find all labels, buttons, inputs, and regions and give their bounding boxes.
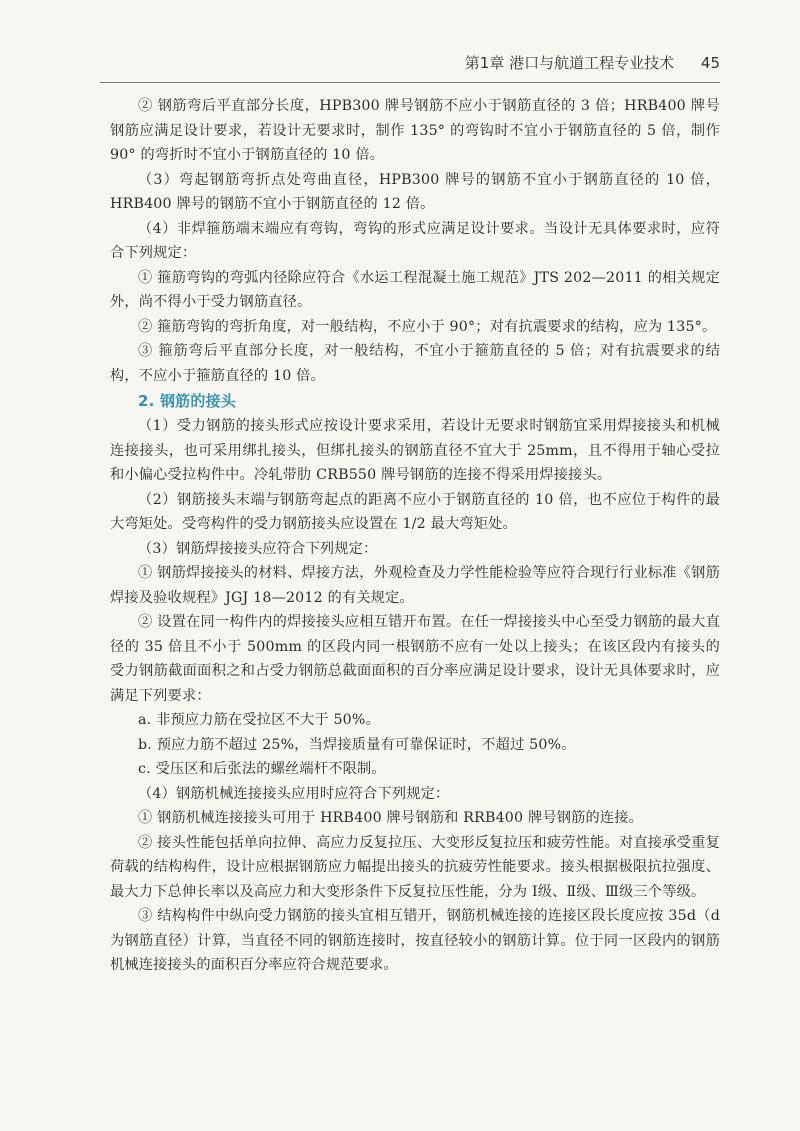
paragraph: （4）非焊箍筋端末端应有弯钩，弯钩的形式应满足设计要求。当设计无具体要求时，应符合下列规定： <box>110 220 720 261</box>
paragraph: （3）钢筋焊接接头应符合下列规定： <box>138 540 378 557</box>
paragraph: （2）钢筋接头末端与钢筋弯起点的距离不应小于钢筋直径的 10 倍，也不应位于构件的最大弯矩处。受弯构件的受力钢筋接头应设置在 1/2 最大弯矩处。 <box>110 491 720 532</box>
paragraph: （4）钢筋机械连接接头应用时应符合下列规定： <box>138 785 450 802</box>
paragraph: ③ 箍筋弯后平直部分长度，对一般结构，不宜小于箍筋直径的 5 倍；对有抗震要求的结构，不应小于箍筋直径的 10 倍。 <box>110 343 720 384</box>
paragraph: ① 钢筋机械连接接头可用于 HRB400 牌号钢筋和 RRB400 牌号钢筋的连接。 <box>138 810 644 826</box>
paragraph: ② 接头性能包括单向拉伸、高应力反复拉压、大变形反复拉压和疲劳性能。对直接承受重复荷载的结构构件，设计应根据钢筋应力幅提出接头的抗疲劳性能要求。接头根据极限抗拉强度、最大力下总伸长率以及高应力和大变形条件下反复拉压性能，分为 Ⅰ级、Ⅱ级、Ⅲ级三个等级。 <box>110 834 720 900</box>
paragraph: ② 设置在同一构件内的焊接接头应相互错开布置。在任一焊接接头中心至受力钢筋的最大直径的 35 倍且不小于 500mm 的区段内同一根钢筋不应有一处以上接头；在该区段内有接头的受力钢筋截面面积之和占受力钢筋总截面面积的百分率应满足设计要求，设计无具体要求时，应满足下列要求： <box>110 614 720 704</box>
paragraph: ① 箍筋弯钩的弯弧内径除应符合《水运工程混凝土施工规范》JTS 202—2011 的相关规定外，尚不得小于受力钢筋直径。 <box>110 269 720 310</box>
paragraph: ① 钢筋焊接接头的材料、焊接方法，外观检查及力学性能检验等应符合现行行业标准《钢筋焊接及验收规程》JGJ 18—2012 的有关规定。 <box>110 565 720 606</box>
paragraph: （1）受力钢筋的接头形式应按设计要求采用，若设计无要求时钢筋宜采用焊接接头和机械连接接头，也可采用绑扎接头，但绑扎接头的钢筋直径不宜大于 25mm，且不得用于轴心受拉和小偏心受拉构件中。冷轧带肋 CRB550 牌号钢筋的连接不得采用焊接接头。 <box>110 418 720 483</box>
section-heading: 2. 钢筋的接头 <box>138 392 236 410</box>
chapter-title: 第1章 港口与航道工程专业技术 <box>464 54 675 72</box>
paragraph: ③ 结构构件中纵向受力钢筋的接头宜相互错开，钢筋机械连接的连接区段长度应按 35d（d 为钢筋直径）计算，当直径不同的钢筋连接时，按直径较小的钢筋计算。位于同一区段内的钢筋机械连接接头的面积百分率应符合规范要求。 <box>110 908 720 973</box>
paragraph: （3）弯起钢筋弯折点处弯曲直径，HPB300 牌号的钢筋不宜小于钢筋直径的 10 倍，HRB400 牌号的钢筋不宜小于钢筋直径的 12 倍。 <box>110 171 720 212</box>
page-number: 45 <box>700 54 720 72</box>
page-body <box>110 94 720 978</box>
list-item: c. 受压区和后张法的螺丝端杆不限制。 <box>138 761 386 777</box>
list-item: b. 预应力筋不超过 25%，当焊接质量有可靠保证时，不超过 50%。 <box>138 736 576 753</box>
paragraph: ② 钢筋弯后平直部分长度，HPB300 牌号钢筋不应小于钢筋直径的 3 倍；HRB400 牌号钢筋应满足设计要求，若设计无要求时，制作 135° 的弯钩时不宜小于钢筋直径的 5 倍，制作 90° 的弯折时不宜小于钢筋直径的 10 倍。 <box>110 98 720 163</box>
list-item: a. 非预应力筋在受拉区不大于 50%。 <box>138 712 380 728</box>
page-header <box>100 52 720 83</box>
paragraph: ② 箍筋弯钩的弯折角度，对一般结构，不应小于 90°；对有抗震要求的结构，应为 135°。 <box>138 318 717 335</box>
